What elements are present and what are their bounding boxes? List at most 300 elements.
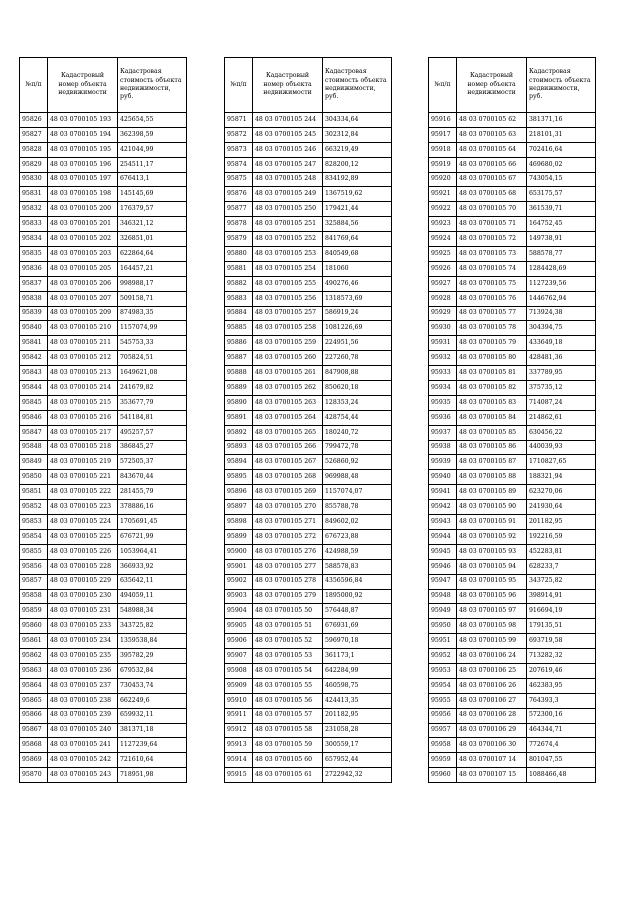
cell-cad-num: 48 03 0700105 209	[48, 306, 118, 321]
table-row	[429, 589, 596, 604]
cell-cad-num: 48 03 0700105 278	[253, 574, 323, 589]
cell-cad-num: 48 03 0700105 261	[253, 366, 323, 381]
cell-cad-cost: 164752,45	[527, 217, 596, 232]
cell-cad-num: 48 03 0700105 241	[48, 738, 118, 753]
cell-cad-num: 48 03 0700105 240	[48, 723, 118, 738]
cell-cad-num: 48 03 0700105 196	[48, 157, 118, 172]
cell-cad-cost: 1359538,84	[118, 634, 187, 649]
cell-cad-cost: 676721,99	[118, 529, 187, 544]
cell-cad-cost: 346321,12	[118, 217, 187, 232]
cell-num: 95898	[225, 515, 253, 530]
table-row	[225, 157, 392, 172]
cell-num: 95886	[225, 336, 253, 351]
table-row	[429, 381, 596, 396]
table-row	[225, 425, 392, 440]
table-row	[429, 425, 596, 440]
cell-num: 95880	[225, 247, 253, 262]
header-row	[429, 58, 596, 113]
table-row	[20, 276, 187, 291]
table-row	[225, 753, 392, 768]
cell-num: 95942	[429, 500, 457, 515]
header-cad-cost: Кадастровая стоимость объекта недвижимости, руб.	[323, 58, 392, 113]
cell-num: 95899	[225, 529, 253, 544]
cell-cad-cost: 440039,93	[527, 440, 596, 455]
table-row	[20, 708, 187, 723]
table-row	[20, 470, 187, 485]
cell-num: 95865	[20, 693, 48, 708]
cell-cad-cost: 304394,75	[527, 321, 596, 336]
table-row	[429, 574, 596, 589]
cell-cad-cost: 425654,55	[118, 113, 187, 128]
cell-cad-num: 48 03 0700105 219	[48, 455, 118, 470]
cell-cad-cost: 241679,82	[118, 381, 187, 396]
table-row	[225, 515, 392, 530]
cell-num: 95920	[429, 172, 457, 187]
cell-cad-cost: 241930,64	[527, 500, 596, 515]
cell-cad-num: 48 03 0700105 58	[253, 723, 323, 738]
cell-num: 95952	[429, 649, 457, 664]
cell-cad-num: 48 03 0700105 87	[457, 455, 527, 470]
cell-num: 95948	[429, 589, 457, 604]
cell-cad-cost: 657952,44	[323, 753, 392, 768]
cell-cad-num: 48 03 0700105 262	[253, 381, 323, 396]
cell-cad-num: 48 03 0700105 266	[253, 440, 323, 455]
cell-num: 95843	[20, 366, 48, 381]
cell-cad-num: 48 03 0700105 236	[48, 663, 118, 678]
cell-cad-cost: 362398,59	[118, 127, 187, 142]
cell-cad-cost: 541184,81	[118, 410, 187, 425]
cell-num: 95831	[20, 187, 48, 202]
cell-cad-num: 48 03 0700105 98	[457, 619, 527, 634]
cell-cad-cost: 227260,78	[323, 351, 392, 366]
table-row	[20, 559, 187, 574]
cell-cad-num: 48 03 0700105 63	[457, 127, 527, 142]
header-cad-num: Кадастровый номер объекта недвижимости	[457, 58, 527, 113]
cell-cad-num: 48 03 0700105 76	[457, 291, 527, 306]
cell-cad-cost: 149738,91	[527, 232, 596, 247]
cell-cad-cost: 164457,21	[118, 261, 187, 276]
table-row	[225, 306, 392, 321]
cell-cad-cost: 325884,56	[323, 217, 392, 232]
table-row	[225, 649, 392, 664]
cell-cad-cost: 343725,82	[118, 619, 187, 634]
cell-num: 95879	[225, 232, 253, 247]
cell-cad-num: 48 03 0700105 79	[457, 336, 527, 351]
cell-num: 95863	[20, 663, 48, 678]
cell-num: 95911	[225, 708, 253, 723]
cell-cad-num: 48 03 0700105 246	[253, 142, 323, 157]
cell-cad-num: 48 03 0700105 75	[457, 276, 527, 291]
cell-cad-cost: 834192,89	[323, 172, 392, 187]
cell-num: 95864	[20, 678, 48, 693]
cell-cad-cost: 841769,64	[323, 232, 392, 247]
cell-cad-num: 48 03 0700105 242	[48, 753, 118, 768]
cell-cad-num: 48 03 0700107 14	[457, 753, 527, 768]
table-row	[20, 261, 187, 276]
cell-cad-cost: 361173,1	[323, 649, 392, 664]
header-row	[20, 58, 187, 113]
table-row	[20, 500, 187, 515]
table-row	[20, 142, 187, 157]
cell-cad-cost: 424413,35	[323, 693, 392, 708]
cell-cad-num: 48 03 0700105 93	[457, 544, 527, 559]
table-row	[225, 500, 392, 515]
cell-num: 95915	[225, 768, 253, 783]
cell-num: 95894	[225, 455, 253, 470]
table-row	[20, 529, 187, 544]
cell-cad-num: 48 03 0700105 71	[457, 217, 527, 232]
table-row	[225, 529, 392, 544]
cell-num: 95930	[429, 321, 457, 336]
cell-num: 95893	[225, 440, 253, 455]
table-row	[429, 678, 596, 693]
cell-num: 95852	[20, 500, 48, 515]
cell-cad-num: 48 03 0700105 86	[457, 440, 527, 455]
table-row	[20, 127, 187, 142]
cell-cad-cost: 721610,64	[118, 753, 187, 768]
table-row	[20, 574, 187, 589]
table-row	[225, 559, 392, 574]
table-row	[429, 127, 596, 142]
cell-num: 95827	[20, 127, 48, 142]
cell-num: 95921	[429, 187, 457, 202]
cell-cad-num: 48 03 0700105 250	[253, 202, 323, 217]
cell-cad-num: 48 03 0700105 96	[457, 589, 527, 604]
cell-num: 95946	[429, 559, 457, 574]
cell-cad-cost: 337789,95	[527, 366, 596, 381]
cell-cad-cost: 1710827,65	[527, 455, 596, 470]
cell-cad-cost: 495257,57	[118, 425, 187, 440]
cell-num: 95867	[20, 723, 48, 738]
cell-num: 95826	[20, 113, 48, 128]
table-row	[429, 753, 596, 768]
table-row	[429, 410, 596, 425]
table-row	[20, 321, 187, 336]
table-row	[20, 187, 187, 202]
cell-cad-cost: 207619,46	[527, 663, 596, 678]
cell-num: 95846	[20, 410, 48, 425]
cell-num: 95940	[429, 470, 457, 485]
cell-cad-num: 48 03 0700105 62	[457, 113, 527, 128]
cell-num: 95932	[429, 351, 457, 366]
cell-cad-cost: 464344,71	[527, 723, 596, 738]
cell-cad-cost: 421044,99	[118, 142, 187, 157]
cell-cad-num: 48 03 0700105 255	[253, 276, 323, 291]
cell-cad-cost: 181060	[323, 261, 392, 276]
cell-num: 95889	[225, 381, 253, 396]
cell-cad-num: 48 03 0700105 244	[253, 113, 323, 128]
table-row	[20, 723, 187, 738]
cell-cad-cost: 764393,3	[527, 693, 596, 708]
table-row	[20, 291, 187, 306]
cell-cad-cost: 676413,1	[118, 172, 187, 187]
cell-cad-cost: 494059,11	[118, 589, 187, 604]
cell-cad-num: 48 03 0700105 243	[48, 768, 118, 783]
table-row	[429, 738, 596, 753]
cell-cad-cost: 596970,18	[323, 634, 392, 649]
cell-cad-cost: 254511,17	[118, 157, 187, 172]
cell-cad-num: 48 03 0700105 268	[253, 470, 323, 485]
cell-cad-cost: 176379,57	[118, 202, 187, 217]
cell-num: 95851	[20, 485, 48, 500]
cell-cad-num: 48 03 0700105 234	[48, 634, 118, 649]
table-row	[20, 247, 187, 262]
cell-cad-num: 48 03 0700105 193	[48, 113, 118, 128]
cell-cad-num: 48 03 0700105 66	[457, 157, 527, 172]
table-row	[429, 500, 596, 515]
cell-num: 95876	[225, 187, 253, 202]
cell-num: 95945	[429, 544, 457, 559]
cell-num: 95917	[429, 127, 457, 142]
cell-cad-cost: 218101,31	[527, 127, 596, 142]
cell-cad-cost: 588578,83	[323, 559, 392, 574]
cell-num: 95859	[20, 604, 48, 619]
cell-cad-num: 48 03 0700105 201	[48, 217, 118, 232]
cell-cad-cost: 998988,17	[118, 276, 187, 291]
cell-cad-num: 48 03 0700105 229	[48, 574, 118, 589]
cell-num: 95903	[225, 589, 253, 604]
cell-cad-cost: 1895000,92	[323, 589, 392, 604]
cell-cad-num: 48 03 0700105 215	[48, 395, 118, 410]
cell-cad-num: 48 03 0700107 15	[457, 768, 527, 783]
table-row	[225, 574, 392, 589]
cell-num: 95927	[429, 276, 457, 291]
cell-cad-cost: 586919,24	[323, 306, 392, 321]
cell-num: 95857	[20, 574, 48, 589]
cell-cad-cost: 378886,16	[118, 500, 187, 515]
table-row	[20, 604, 187, 619]
cell-num: 95860	[20, 619, 48, 634]
cell-cad-num: 48 03 0700105 233	[48, 619, 118, 634]
table-row	[20, 336, 187, 351]
cell-cad-num: 48 03 0700105 272	[253, 529, 323, 544]
cell-cad-num: 48 03 0700105 228	[48, 559, 118, 574]
cell-cad-cost: 702416,64	[527, 142, 596, 157]
table-row	[20, 410, 187, 425]
cell-cad-num: 48 03 0700105 90	[457, 500, 527, 515]
cell-cad-cost: 714087,24	[527, 395, 596, 410]
cell-cad-num: 48 03 0700105 200	[48, 202, 118, 217]
cell-cad-cost: 192216,59	[527, 529, 596, 544]
cell-num: 95832	[20, 202, 48, 217]
cell-cad-num: 48 03 0700105 231	[48, 604, 118, 619]
table-row	[225, 321, 392, 336]
cell-cad-cost: 375735,12	[527, 381, 596, 396]
cell-cad-num: 48 03 0700105 216	[48, 410, 118, 425]
cell-num: 95866	[20, 708, 48, 723]
cell-cad-num: 48 03 0700105 260	[253, 351, 323, 366]
cell-num: 95933	[429, 366, 457, 381]
cell-cad-num: 48 03 0700105 247	[253, 157, 323, 172]
table-row	[225, 261, 392, 276]
cell-cad-num: 48 03 0700105 221	[48, 470, 118, 485]
cell-cad-num: 48 03 0700105 222	[48, 485, 118, 500]
cell-cad-num: 48 03 0700105 195	[48, 142, 118, 157]
table-row	[225, 410, 392, 425]
table-row	[20, 366, 187, 381]
table-row	[225, 619, 392, 634]
cell-num: 95870	[20, 768, 48, 783]
cell-cad-num: 48 03 0700105 277	[253, 559, 323, 574]
table-row	[20, 381, 187, 396]
cell-num: 95883	[225, 291, 253, 306]
cell-cad-cost: 188321,94	[527, 470, 596, 485]
cell-cad-num: 48 03 0700106 24	[457, 649, 527, 664]
cell-cad-cost: 428481,36	[527, 351, 596, 366]
table-row	[429, 291, 596, 306]
cell-cad-cost: 4356596,84	[323, 574, 392, 589]
cell-cad-cost: 718951,98	[118, 768, 187, 783]
cell-cad-num: 48 03 0700105 99	[457, 634, 527, 649]
cell-cad-cost: 1318573,69	[323, 291, 392, 306]
cell-num: 95881	[225, 261, 253, 276]
cell-num: 95905	[225, 619, 253, 634]
cell-num: 95853	[20, 515, 48, 530]
cell-num: 95830	[20, 172, 48, 187]
cell-num: 95918	[429, 142, 457, 157]
cell-cad-num: 48 03 0700105 211	[48, 336, 118, 351]
table-row	[225, 678, 392, 693]
cell-cad-cost: 343725,82	[527, 574, 596, 589]
cell-cad-cost: 659932,11	[118, 708, 187, 723]
cell-cad-cost: 366933,92	[118, 559, 187, 574]
cell-num: 95951	[429, 634, 457, 649]
cell-cad-cost: 545753,33	[118, 336, 187, 351]
cell-num: 95960	[429, 768, 457, 783]
table-row	[429, 529, 596, 544]
cell-num: 95958	[429, 738, 457, 753]
cell-cad-cost: 231058,28	[323, 723, 392, 738]
cell-num: 95904	[225, 604, 253, 619]
cell-num: 95949	[429, 604, 457, 619]
cell-cad-cost: 662249,6	[118, 693, 187, 708]
table-row	[225, 395, 392, 410]
cell-cad-num: 48 03 0700105 237	[48, 678, 118, 693]
cell-cad-cost: 1367519,62	[323, 187, 392, 202]
table-row	[225, 142, 392, 157]
table-row	[429, 515, 596, 530]
cell-cad-cost: 386845,27	[118, 440, 187, 455]
cell-cad-cost: 840549,68	[323, 247, 392, 262]
cell-cad-cost: 1446762,94	[527, 291, 596, 306]
cell-cad-num: 48 03 0700105 264	[253, 410, 323, 425]
cell-num: 95873	[225, 142, 253, 157]
cell-cad-num: 48 03 0700105 256	[253, 291, 323, 306]
cell-num: 95887	[225, 351, 253, 366]
cell-num: 95882	[225, 276, 253, 291]
cadastral-table-2	[224, 57, 392, 783]
cell-num: 95861	[20, 634, 48, 649]
cell-cad-num: 48 03 0700105 245	[253, 127, 323, 142]
table-row	[20, 202, 187, 217]
cell-num: 95835	[20, 247, 48, 262]
cell-num: 95884	[225, 306, 253, 321]
cell-cad-num: 48 03 0700105 217	[48, 425, 118, 440]
table-row	[225, 544, 392, 559]
table-row	[225, 202, 392, 217]
table-row	[20, 738, 187, 753]
cell-num: 95848	[20, 440, 48, 455]
cell-cad-cost: 462383,95	[527, 678, 596, 693]
cell-cad-cost: 730453,74	[118, 678, 187, 693]
cell-cad-num: 48 03 0700105 92	[457, 529, 527, 544]
table-row	[429, 440, 596, 455]
cell-cad-cost: 676931,69	[323, 619, 392, 634]
cell-cad-num: 48 03 0700105 249	[253, 187, 323, 202]
cell-num: 95938	[429, 440, 457, 455]
table-row	[225, 381, 392, 396]
cell-cad-num: 48 03 0700105 57	[253, 708, 323, 723]
cell-cad-cost: 353677,79	[118, 395, 187, 410]
table-row	[20, 663, 187, 678]
cell-cad-num: 48 03 0700105 97	[457, 604, 527, 619]
cell-num: 95833	[20, 217, 48, 232]
cell-cad-num: 48 03 0700105 94	[457, 559, 527, 574]
cell-cad-num: 48 03 0700105 207	[48, 291, 118, 306]
table-row	[429, 663, 596, 678]
table-row	[20, 395, 187, 410]
cell-cad-cost: 395782,29	[118, 649, 187, 664]
cell-num: 95947	[429, 574, 457, 589]
cell-cad-num: 48 03 0700105 206	[48, 276, 118, 291]
cell-cad-cost: 843670,44	[118, 470, 187, 485]
cell-num: 95895	[225, 470, 253, 485]
cell-num: 95941	[429, 485, 457, 500]
table-row	[20, 232, 187, 247]
cell-num: 95923	[429, 217, 457, 232]
cell-cad-cost: 2722942,32	[323, 768, 392, 783]
cell-cad-cost: 281455,79	[118, 485, 187, 500]
cell-cad-cost: 849602,02	[323, 515, 392, 530]
cell-cad-cost: 850620,18	[323, 381, 392, 396]
table-row	[429, 232, 596, 247]
cell-num: 95828	[20, 142, 48, 157]
table-row	[20, 693, 187, 708]
cell-cad-cost: 509158,71	[118, 291, 187, 306]
cell-cad-num: 48 03 0700105 78	[457, 321, 527, 336]
cell-cad-num: 48 03 0700105 80	[457, 351, 527, 366]
cell-cad-cost: 676723,88	[323, 529, 392, 544]
table-row	[429, 321, 596, 336]
cell-cad-cost: 398914,91	[527, 589, 596, 604]
cell-cad-num: 48 03 0700105 85	[457, 425, 527, 440]
cell-cad-num: 48 03 0700105 239	[48, 708, 118, 723]
table-row	[225, 708, 392, 723]
cell-cad-num: 48 03 0700105 55	[253, 678, 323, 693]
cell-cad-num: 48 03 0700105 73	[457, 247, 527, 262]
table-row	[225, 440, 392, 455]
cell-cad-cost: 302312,84	[323, 127, 392, 142]
table-row	[429, 142, 596, 157]
cell-num: 95874	[225, 157, 253, 172]
cell-num: 95890	[225, 395, 253, 410]
cell-cad-num: 48 03 0700105 251	[253, 217, 323, 232]
cell-cad-cost: 214862,61	[527, 410, 596, 425]
cell-cad-cost: 526860,92	[323, 455, 392, 470]
cell-cad-cost: 452283,81	[527, 544, 596, 559]
table-row	[429, 172, 596, 187]
cell-num: 95840	[20, 321, 48, 336]
cell-cad-cost: 201182,95	[527, 515, 596, 530]
cell-cad-num: 48 03 0700105 270	[253, 500, 323, 515]
cell-cad-num: 48 03 0700105 70	[457, 202, 527, 217]
table-row	[20, 455, 187, 470]
cell-cad-cost: 693719,58	[527, 634, 596, 649]
cell-cad-cost: 145145,69	[118, 187, 187, 202]
cell-cad-num: 48 03 0700105 203	[48, 247, 118, 262]
cell-cad-num: 48 03 0700106 27	[457, 693, 527, 708]
cell-num: 95944	[429, 529, 457, 544]
